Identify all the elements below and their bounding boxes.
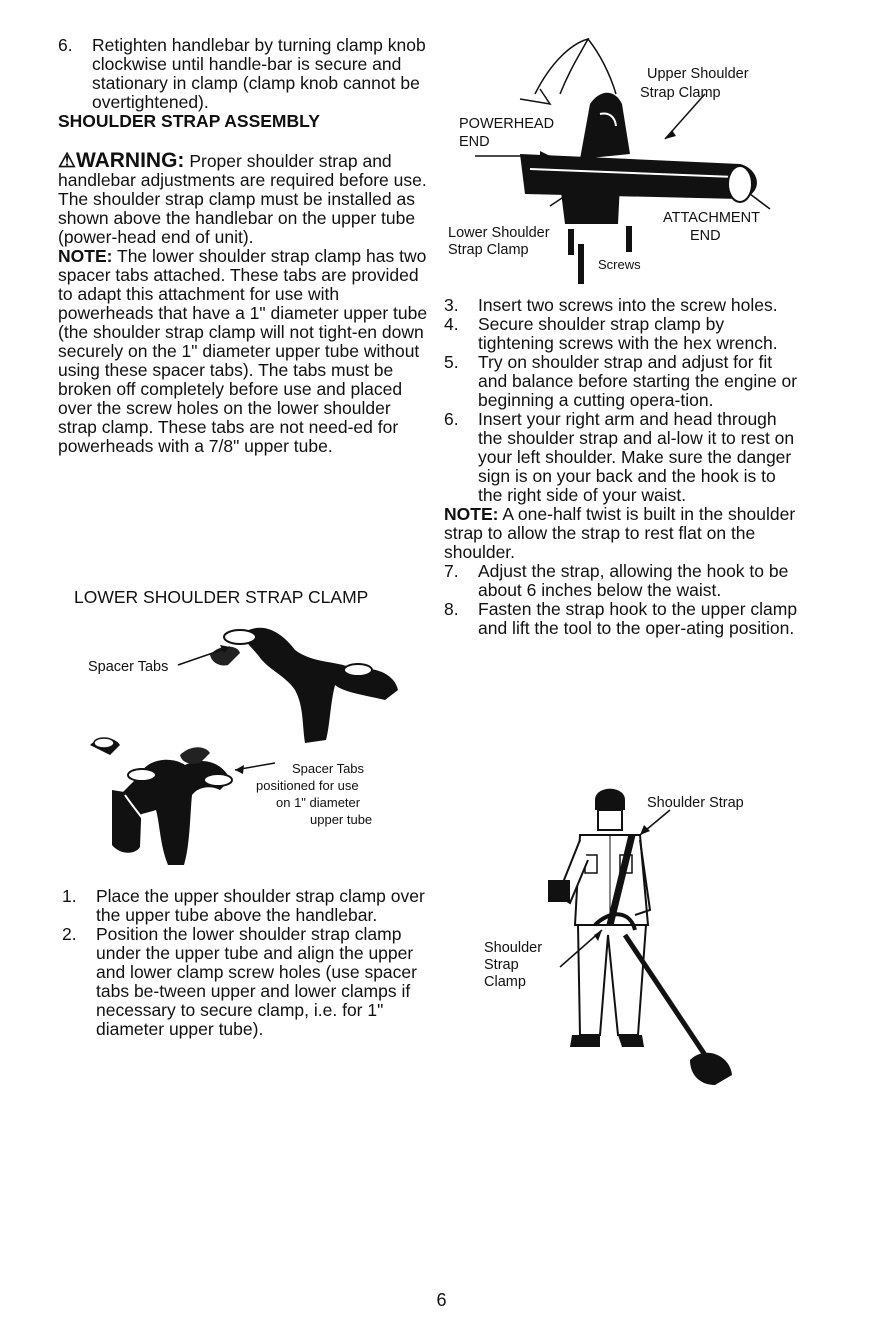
step-number: 4.	[444, 314, 459, 334]
step-7	[444, 562, 804, 600]
step-text: Secure shoulder strap clamp by tightening screws with the hex wrench.	[478, 314, 778, 353]
left-steps	[62, 887, 432, 1039]
warning-triangle-icon: ⚠	[58, 150, 76, 172]
page-number: 6	[436, 1290, 447, 1310]
label-strap-clamp-3: Clamp	[484, 974, 526, 990]
step-text: Retighten handlebar by turning clamp knob clockwise until handle-bar is secure and stationary in clamp (clamp knob cannot be overtightened).	[92, 35, 426, 112]
step-8	[444, 600, 804, 638]
note-label: NOTE:	[444, 504, 499, 524]
note-block-right	[444, 505, 804, 562]
label-spacer-positioned-1: Spacer Tabs	[292, 761, 365, 776]
step-text: Fasten the strap hook to the upper clamp and lift the tool to the oper-ating position.	[478, 599, 798, 638]
step-6-insert	[444, 410, 804, 505]
label-lower-clamp-1: Lower Shoulder	[448, 225, 550, 241]
right-steps	[444, 296, 804, 638]
step-5	[444, 353, 804, 410]
step-3	[444, 296, 804, 315]
step-text: Insert two screws into the screw holes.	[478, 295, 778, 315]
figure-caption-lower-clamp: LOWER SHOULDER STRAP CLAMP	[74, 587, 369, 607]
step-number: 3.	[444, 295, 459, 315]
label-attachment-2: END	[690, 228, 721, 244]
label-strap-clamp-1: Shoulder	[484, 940, 543, 956]
note-text: The lower shoulder strap clamp has two spacer tabs attached. These tabs are provided to adapt this attachment for use with powerheads that have a 1" diameter upper tube (the shoulder strap clamp will not tight-en down securely on the 1" diameter upper tube without using these spacer tabs). The tabs must be broken off completely before use and placed over the screw holes on the lower shoulder strap clamp. These tabs are not need-ed for powerheads with a 7/8" upper tube.	[58, 246, 428, 456]
note-label: NOTE:	[58, 246, 113, 266]
step-number: 6.	[444, 409, 459, 429]
label-spacer-positioned-2: positioned for use	[256, 778, 359, 793]
left-column	[58, 36, 428, 456]
step-text: Try on shoulder strap and adjust for fit and balance before starting the engine or beginning a cutting opera-tion.	[478, 352, 798, 410]
lower-clamp-illustration	[90, 615, 420, 885]
label-spacer-tabs: Spacer Tabs	[88, 659, 169, 675]
label-lower-clamp-2: Strap Clamp	[448, 242, 529, 258]
label-spacer-positioned-4: upper tube	[310, 812, 373, 827]
step-6-retighten	[58, 36, 428, 112]
label-upper-clamp-1: Upper Shoulder	[647, 66, 749, 82]
step-number: 6.	[58, 35, 73, 55]
note-text: A one-half twist is built in the shoulder strap to allow the strap to rest flat on the shoulder.	[444, 504, 796, 562]
step-2	[62, 925, 432, 1039]
section-heading: SHOULDER STRAP ASSEMBLY	[58, 111, 320, 131]
step-text: Position the lower shoulder strap clamp under the upper tube and align the upper and lower clamp screw holes (use spacer tabs be-tween upper and lower clamps if necessary to secure clamp, i.e. for 1" diameter upper tube).	[96, 924, 417, 1039]
warning-text: Proper shoulder strap and handlebar adjustments are required before use. The shoulder strap clamp must be installed as shown above the handlebar on the upper tube (power-head end of unit).	[58, 151, 427, 247]
step-number: 2.	[62, 924, 77, 944]
warning-label: WARNING:	[75, 149, 185, 172]
warning-block	[58, 151, 428, 247]
label-shoulder-strap: Shoulder Strap	[647, 795, 744, 811]
label-attachment-1: ATTACHMENT	[663, 210, 760, 226]
step-text: Place the upper shoulder strap clamp over the upper tube above the handlebar.	[96, 886, 425, 925]
step-1	[62, 887, 432, 925]
label-spacer-positioned-3: on 1" diameter	[276, 795, 361, 810]
label-strap-clamp-2: Strap	[484, 957, 519, 973]
label-powerhead-2: END	[459, 134, 490, 150]
step-text: Adjust the strap, allowing the hook to be about 6 inches below the waist.	[478, 561, 789, 600]
label-upper-clamp-2: Strap Clamp	[640, 85, 721, 101]
step-number: 7.	[444, 561, 459, 581]
label-powerhead-1: POWERHEAD	[459, 116, 555, 132]
operator-illustration	[540, 785, 740, 1095]
label-screws: Screws	[598, 257, 641, 272]
step-number: 1.	[62, 886, 77, 906]
step-number: 8.	[444, 599, 459, 619]
step-text: Insert your right arm and head through the shoulder strap and al-low it to rest on your left shoulder. Make sure the danger sign is on your back and the hook is to the right side of your waist.	[478, 409, 795, 505]
step-number: 5.	[444, 352, 459, 372]
note-block	[58, 247, 428, 456]
step-4	[444, 315, 804, 353]
